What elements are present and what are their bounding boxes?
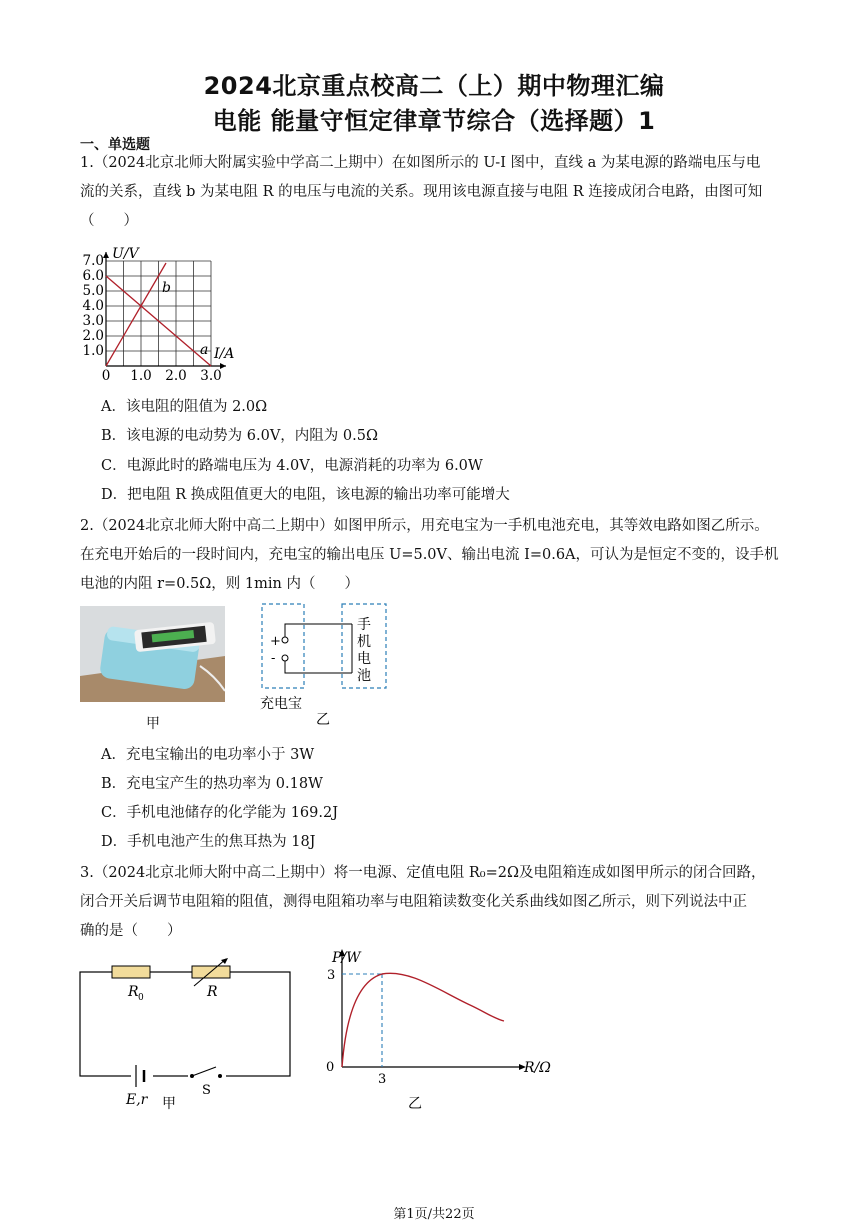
phone-char: 池 xyxy=(357,668,371,684)
p-axis-label: P/W xyxy=(332,950,361,966)
caption-yi-3: 乙 xyxy=(408,1096,422,1112)
y-tick: 6.0 xyxy=(82,268,104,284)
q2-option-d: D．手机电池产生的焦耳热为 18J xyxy=(101,834,316,850)
source-label: E,r xyxy=(126,1092,148,1108)
question-3-line-2: 闭合开关后调节电阻箱的阻值，测得电阻箱功率与电阻箱读数变化关系曲线如图乙所示，则下列说法中正 xyxy=(80,894,747,910)
y-tick: 5.0 xyxy=(82,283,104,299)
switch-label: S xyxy=(202,1083,211,1098)
x-tick: 3.0 xyxy=(200,368,222,384)
y-axis-label: U/V xyxy=(112,246,139,262)
power-curve xyxy=(342,973,504,1067)
y-tick: 1.0 xyxy=(82,343,104,359)
line-b xyxy=(106,263,166,366)
q1-option-d: D．把电阻 R 换成阻值更大的电阻，该电源的输出功率可能增大 xyxy=(101,487,510,503)
question-2-line-2: 在充电开始后的一段时间内，充电宝的输出电压 U=5.0V、输出电流 I=0.6A，可认为是恒定不变的，设手机 xyxy=(80,547,779,563)
peak-value: 3 xyxy=(327,968,336,983)
question-3 xyxy=(80,859,795,946)
page-subtitle: 电能 能量守恒定律章节综合（选择题）1 xyxy=(212,107,656,135)
label-b: b xyxy=(162,280,171,296)
label-a: a xyxy=(200,342,209,358)
page-footer: 第1页/共22页 xyxy=(393,1207,475,1222)
peak-x: 3 xyxy=(378,1072,387,1087)
question-3-line-1: 3.（2024北京北师大附中高二上期中）将一电源、定值电阻 R₀=2Ω及电阻箱连成如图甲所示的闭合回路， xyxy=(80,865,766,881)
phone-char: 手 xyxy=(357,617,371,633)
ui-graph xyxy=(76,244,256,384)
caption-yi: 乙 xyxy=(316,712,330,728)
powerbank-label: 充电宝 xyxy=(260,696,302,712)
minus-sign: - xyxy=(271,651,276,666)
phone-char: 电 xyxy=(357,651,371,667)
x-tick: 1.0 xyxy=(130,368,152,384)
y-tick: 2.0 xyxy=(82,328,104,344)
q2-option-c: C．手机电池储存的化学能为 169.2J xyxy=(101,805,339,821)
r0-label: R xyxy=(128,984,139,1000)
question-2-line-1: 2.（2024北京北师大附中高二上期中）如图甲所示，用充电宝为一手机电池充电，其等效电路如图乙所示。 xyxy=(80,518,769,534)
caption-jia-3: 甲 xyxy=(162,1096,176,1112)
q2-option-b: B．充电宝产生的热功率为 0.18W xyxy=(101,776,323,792)
origin-label: 0 xyxy=(326,1060,335,1075)
question-3-line-3: 确的是（ ） xyxy=(80,923,182,939)
q1-option-a: A．该电阻的阻值为 2.0Ω xyxy=(101,399,268,415)
q1-option-b: B．该电源的电动势为 6.0V，内阻为 0.5Ω xyxy=(101,428,378,444)
question-1-line-3: （ ） xyxy=(80,213,138,229)
powerbank-photo xyxy=(80,606,225,702)
q2-option-a: A．充电宝输出的电功率小于 3W xyxy=(101,747,315,763)
section-heading: 一、单选题 xyxy=(80,137,150,153)
question-1-line-2: 流的关系，直线 b 为某电阻 R 的电压与电流的关系。现用该电源直接与电阻 R 连接成闭合电路，由图可知 xyxy=(80,184,763,200)
power-resistance-graph xyxy=(320,945,560,1115)
question-1 xyxy=(80,149,795,236)
page-title: 2024北京重点校高二（上）期中物理汇编 xyxy=(203,72,665,100)
q1-option-c: C．电源此时的路端电压为 4.0V，电源消耗的功率为 6.0W xyxy=(101,458,483,474)
rbox-label: R xyxy=(207,984,218,1000)
phone-char: 机 xyxy=(357,634,371,650)
x-tick: 0 xyxy=(101,368,111,384)
question-1-line-1: 1.（2024北京北师大附属实验中学高二上期中）在如图所示的 U-I 图中，直线 a 为某电源的路端电压与电 xyxy=(80,155,761,171)
y-tick: 3.0 xyxy=(82,313,104,329)
question-2-line-3: 电池的内阻 r=0.5Ω，则 1min 内（ ） xyxy=(80,576,359,592)
question-2 xyxy=(80,512,795,599)
y-tick: 4.0 xyxy=(82,298,104,314)
r-axis-label: R/Ω xyxy=(524,1060,551,1076)
resistor-circuit xyxy=(76,958,301,1118)
r0-subscript: 0 xyxy=(138,993,144,1003)
charging-circuit xyxy=(254,600,394,730)
x-axis-label: I/A xyxy=(214,346,235,362)
x-tick: 2.0 xyxy=(165,368,187,384)
plus-sign: + xyxy=(270,634,281,649)
y-tick: 7.0 xyxy=(82,253,104,269)
caption-jia: 甲 xyxy=(146,716,160,732)
